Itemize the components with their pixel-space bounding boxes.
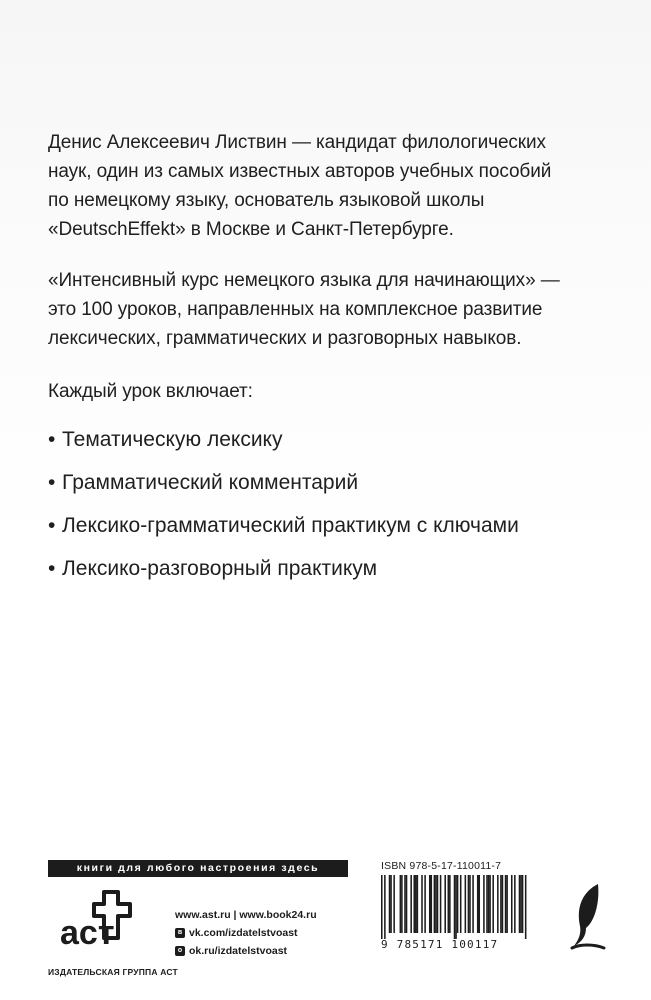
barcode-bar [434, 875, 436, 933]
barcode-bar [488, 875, 490, 933]
course-line: это 100 уроков, направленных на комплексное развитие [48, 299, 543, 320]
bullet-icon: • [48, 514, 56, 537]
barcode-bar [384, 875, 386, 939]
barcode-bar [489, 875, 491, 933]
bullet-icon: • [48, 428, 56, 451]
author-line: Денис Алексеевич Листвин — кандидат филологических [48, 132, 546, 153]
course-description [48, 266, 608, 353]
list-item-label: Лексико-грамматический практикум с ключами [62, 514, 519, 537]
vk-link-row[interactable] [175, 924, 317, 942]
barcode-bar [431, 875, 433, 933]
list-item [48, 504, 519, 547]
barcode-bar [486, 875, 488, 933]
barcode-bar [435, 875, 437, 933]
barcode-bar [429, 875, 431, 933]
barcode-bar [424, 875, 426, 933]
barcode-bar [415, 875, 417, 933]
includes-heading: Каждый урок включает: [48, 381, 253, 402]
list-item-label: Лексико-разговорный практикум [62, 557, 377, 580]
author-line: наук, один из самых известных авторов учебных пособий [48, 161, 552, 182]
barcode-bar [469, 875, 471, 933]
feather-quill-logo-icon [568, 882, 606, 952]
barcode-bar [390, 875, 392, 933]
barcode-bar [410, 875, 412, 933]
barcode-bar [389, 875, 391, 933]
barcode-bar [421, 875, 423, 933]
barcode-bar [444, 875, 446, 933]
barcode-bar [393, 875, 395, 933]
list-item [48, 547, 519, 590]
barcode-bar [437, 875, 439, 933]
list-item [48, 418, 519, 461]
barcode-bar [500, 875, 502, 933]
tagline-banner: книги для любого настроения здесь [48, 860, 348, 877]
publisher-name: ИЗДАТЕЛЬСКАЯ ГРУППА АСТ [48, 967, 178, 977]
list-item-label: Тематическую лексику [62, 428, 283, 451]
course-line: лексических, грамматических и разговорных навыков. [48, 328, 522, 349]
barcode-bar [477, 875, 479, 933]
barcode-bar [519, 875, 521, 933]
barcode-bar [525, 875, 527, 939]
barcode-bar [457, 875, 459, 933]
barcode-bar [468, 875, 470, 933]
barcode-bar [454, 875, 456, 939]
author-description [48, 128, 608, 244]
barcode-bar [472, 875, 474, 933]
websites-text[interactable]: www.ast.ru | www.book24.ru [175, 909, 317, 921]
barcode-bar [511, 875, 513, 933]
barcode-bar [404, 875, 406, 933]
barcode-bar [381, 875, 383, 939]
barcode-bar [406, 875, 408, 933]
barcode-bar [417, 875, 419, 933]
logo-text: аст [60, 914, 115, 952]
barcode-bar [478, 875, 480, 933]
includes-list [48, 418, 519, 590]
barcode-bar [455, 875, 457, 939]
vk-link[interactable]: vk.com/izdatelstvoast [189, 927, 298, 939]
barcode-bar [520, 875, 522, 933]
barcode-bar [505, 875, 507, 933]
ok-link-row[interactable] [175, 942, 317, 960]
websites-row [175, 906, 317, 924]
author-line: по немецкому языку, основатель языковой школы [48, 190, 485, 211]
barcode-bar [400, 875, 402, 933]
barcode-bar [401, 875, 403, 933]
list-item [48, 461, 519, 504]
barcode-bar [448, 875, 450, 933]
barcode-digits: 9 785171 100117 [381, 938, 499, 951]
barcode-bar [449, 875, 451, 933]
barcode-bar [483, 875, 485, 933]
barcode-bar [413, 875, 415, 933]
barcode-bar [506, 875, 508, 933]
course-line: «Интенсивный курс немецкого языка для начинающих» — [48, 270, 560, 291]
author-line: «DeutschEffekt» в Москве и Санкт-Петербурге. [48, 219, 454, 240]
ok-icon: о [175, 946, 185, 956]
bullet-icon: • [48, 471, 56, 494]
isbn-label: ISBN 978-5-17-110011-7 [381, 860, 502, 872]
barcode-bar [465, 875, 467, 933]
barcode-bar [497, 875, 499, 933]
ok-link[interactable]: ok.ru/izdatelstvoast [189, 945, 288, 957]
bullet-icon: • [48, 557, 56, 580]
list-item-label: Грамматический комментарий [62, 471, 359, 494]
ast-logo-icon [58, 888, 144, 962]
barcode-bar [522, 875, 524, 933]
barcode-icon [381, 875, 528, 939]
barcode-bar [440, 875, 442, 933]
publisher-links [175, 906, 317, 960]
vk-icon: в [175, 928, 185, 938]
barcode-bar [502, 875, 504, 933]
barcode-bar [460, 875, 462, 933]
barcode-bar [492, 875, 494, 933]
barcode-bar [514, 875, 516, 933]
barcode-block [381, 860, 528, 952]
